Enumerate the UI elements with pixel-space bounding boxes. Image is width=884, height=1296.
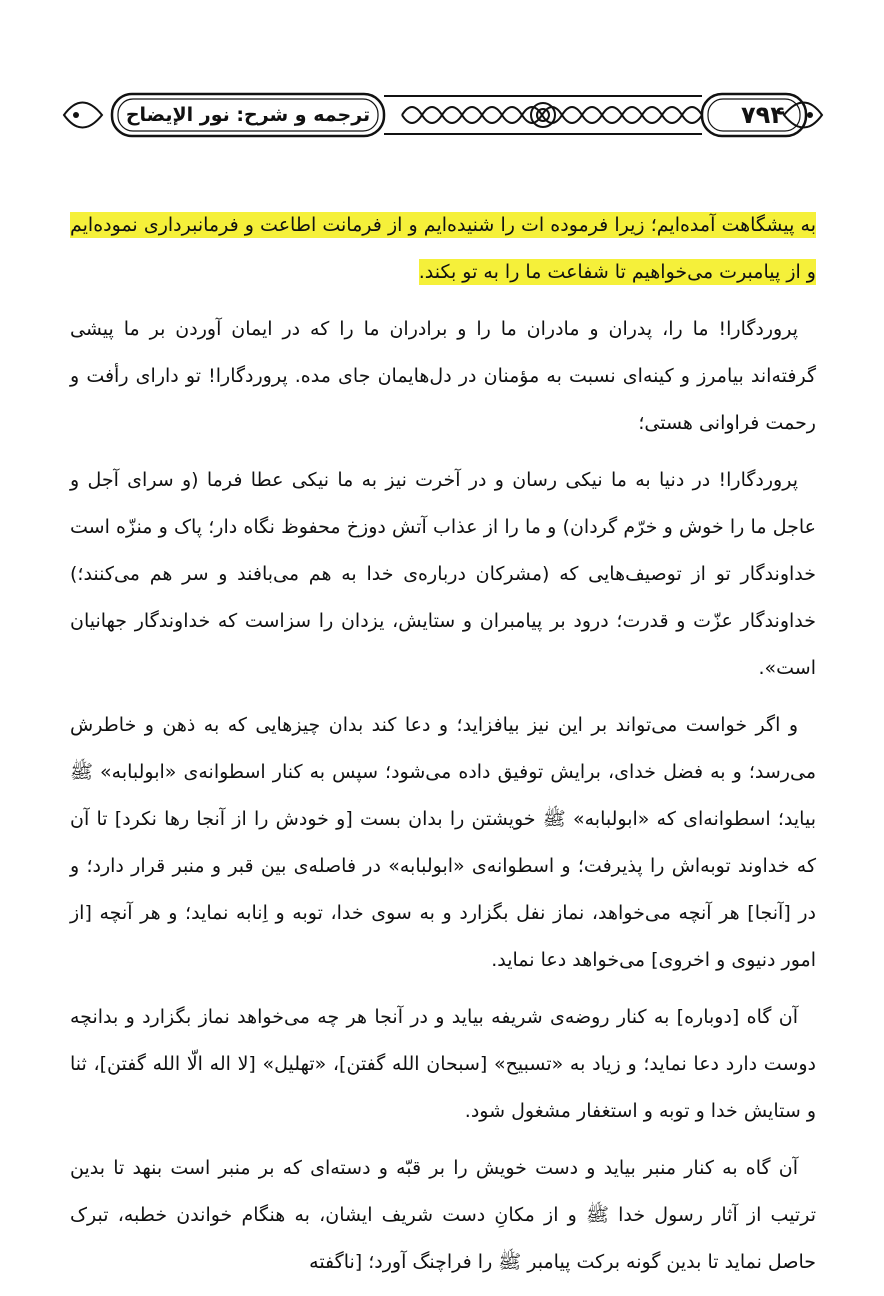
page-number: ۷۹۴ — [741, 101, 785, 129]
page-body — [70, 202, 816, 1296]
page-header — [62, 82, 824, 148]
book-title: ترجمه و شرح: نور الإیضاح — [125, 104, 371, 126]
highlighted-text: به پیشگاهت آمده‌ایم؛ زیرا فرموده ات را شنیده‌ایم و از فرمانت اطاعت و فرمانبرداری نموده‌ایم و از پیامبرت می‌خواهیم تا شفاعت ما را به تو بکند. — [70, 214, 816, 283]
paragraph: پروردگارا! در دنیا به ما نیکی رسان و در آخرت نیز به ما نیکی عطا فرما (و سرای آجل و عاجل ما را خوش و خرّم گردان) و ما را از عذاب آتش دوزخ محفوظ نگاه دار؛ پاک و منزّه است خداوندگار تو از توصیف‌هایی که (مشرکان درباره‌ی خدا به هم می‌بافند و سر هم می‌کنند؛) خداوندگار عزّت و قدرت؛ درود بر پیامبران و ستایش، یزدان را سزاست که خداوندگار جهانیان است». — [70, 469, 816, 679]
paragraph: آن گاه به کنار منبر بیاید و دست خویش را بر قبّه و دسته‌ای که بر منبر است بنهد تا بدین ترتیب از آثار رسول خدا ﷺ و از مکانِ دست شریف ایشان، به هنگام خواندن خطبه، تبرک حاصل نماید تا بدین گونه برکت پیامبر ﷺ را فراچنگ آورد؛ [ناگفته — [70, 1157, 816, 1273]
paragraph: آن گاه [دوباره] به کنار روضه‌ی شریفه بیاید و در آنجا هر چه می‌خواهد نماز بگزارد و بدانچه دوست دارد دعا نماید؛ و زیاد به «تسبیح» [سبحان الله گفتن]، «تهلیل» [لا اله الّا الله گفتن]، ثنا و ستایش خدا و توبه و استغفار مشغول شود. — [70, 1006, 816, 1122]
paragraph: و اگر خواست می‌تواند بر این نیز بیافزاید؛ و دعا کند بدان چیزهایی که به ذهن و خاطرش می‌رسد؛ و به فضل خدای، برایش توفیق داده می‌شود؛ سپس به کنار اسطوانه‌ی «ابولبابه» ﷺ بیاید؛ اسطوانه‌ای که «ابولبابه» ﷺ خویشتن را بدان بست [و خودش را از آنجا رها نکرد] تا آن که خداوند توبه‌اش را پذیرفت؛ و اسطوانه‌ی «ابولبابه» در فاصله‌ی بین قبر و منبر قرار دارد؛ و در [آنجا] هر آنچه می‌خواهد، نماز نفل بگزارد و به سوی خدا، توبه و اِنابه نماید؛ و هر آنچه [از امور دنیوی و اخروی] می‌خواهد دعا نماید. — [70, 714, 816, 971]
paragraph-highlighted — [70, 202, 816, 296]
paragraph: پروردگارا! ما را، پدران و مادران ما را و برادران ما را که در ایمان آوردن بر ما پیشی گرفته‌اند بیامرز و کینه‌ای نسبت به مؤمنان در دل‌هایمان جای مده. پروردگارا! تو دارای رأفت و رحمت فراوانی هستی؛ — [70, 318, 816, 434]
